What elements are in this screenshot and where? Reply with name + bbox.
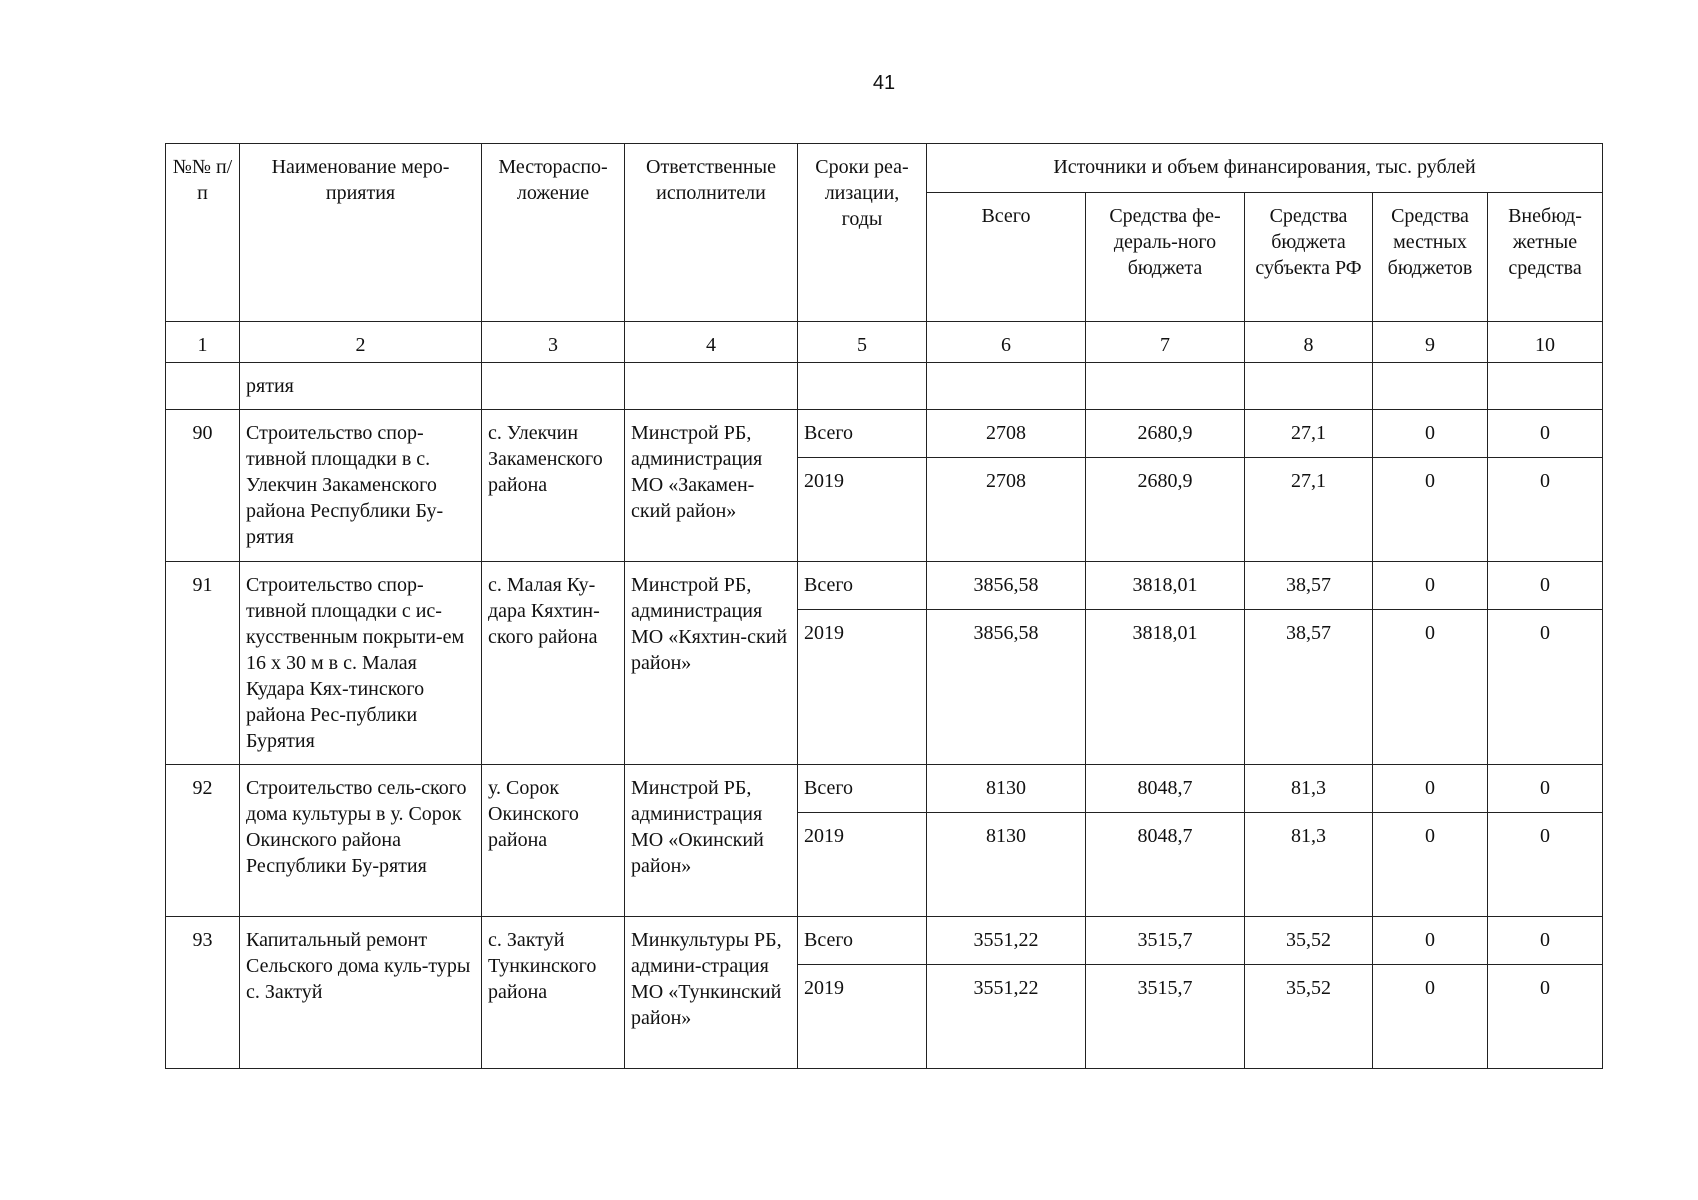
- row-federal: 3818,01: [1086, 562, 1245, 610]
- row-period: Всего: [798, 410, 927, 458]
- row-executors: Минстрой РБ, администрация МО «Окинский район»: [625, 765, 798, 917]
- header-number: №№ п/п: [166, 144, 240, 322]
- row-local: 0: [1373, 410, 1488, 458]
- row-federal: 2680,9: [1086, 458, 1245, 562]
- row-number: 91: [166, 562, 240, 765]
- row-location: с. Зактуй Тункинского района: [482, 917, 625, 1069]
- page-number: 41: [872, 72, 896, 94]
- table-cell: [1488, 363, 1603, 410]
- row-subject: 27,1: [1245, 458, 1373, 562]
- row-period: 2019: [798, 813, 927, 917]
- row-total: 8130: [927, 813, 1086, 917]
- row-name: Строительство сель-ского дома культуры в у. Сорок Окинского района Республики Бу-рятия: [240, 765, 482, 917]
- header-financing-group: Источники и объем финансирования, тыс. рублей: [927, 144, 1603, 193]
- row-extra: 0: [1488, 562, 1603, 610]
- header-subject: Средства бюджета субъекта РФ: [1245, 193, 1373, 322]
- column-number: 2: [240, 322, 482, 363]
- row-subject: 27,1: [1245, 410, 1373, 458]
- header-executors: Ответственные исполнители: [625, 144, 798, 322]
- continuation-text: рятия: [240, 363, 482, 410]
- row-location: с. Малая Ку-дара Кяхтин-ского района: [482, 562, 625, 765]
- table-cell: [482, 363, 625, 410]
- table-row: [166, 917, 1603, 965]
- row-total: 3551,22: [927, 917, 1086, 965]
- row-local: 0: [1373, 965, 1488, 1069]
- row-subject: 38,57: [1245, 562, 1373, 610]
- row-total: 3856,58: [927, 562, 1086, 610]
- row-local: 0: [1373, 562, 1488, 610]
- row-period: 2019: [798, 458, 927, 562]
- table-row: [166, 765, 1603, 813]
- financing-table: [165, 143, 1603, 1069]
- row-period: Всего: [798, 917, 927, 965]
- column-number: 7: [1086, 322, 1245, 363]
- row-number: 92: [166, 765, 240, 917]
- column-number: 8: [1245, 322, 1373, 363]
- table-cell: [625, 363, 798, 410]
- row-federal: 8048,7: [1086, 765, 1245, 813]
- header-location: Местораспо-ложение: [482, 144, 625, 322]
- row-location: у. Сорок Окинского района: [482, 765, 625, 917]
- header-total: Всего: [927, 193, 1086, 322]
- row-name: Строительство спор-тивной площадки с ис-кусственным покрыти-ем 16 х 30 м в с. Малая Кудара Кях-тинского района Рес-публики Бурятия: [240, 562, 482, 765]
- row-local: 0: [1373, 610, 1488, 765]
- row-extra: 0: [1488, 610, 1603, 765]
- table-cell: [1086, 363, 1245, 410]
- row-location: с. Улекчин Закаменского района: [482, 410, 625, 562]
- row-federal: 3515,7: [1086, 917, 1245, 965]
- row-period: 2019: [798, 965, 927, 1069]
- row-extra: 0: [1488, 965, 1603, 1069]
- row-subject: 81,3: [1245, 813, 1373, 917]
- column-number: 5: [798, 322, 927, 363]
- row-federal: 2680,9: [1086, 410, 1245, 458]
- row-extra: 0: [1488, 410, 1603, 458]
- table-cell: [166, 363, 240, 410]
- row-name: Строительство спор-тивной площадки в с. Улекчин Закаменского района Республики Бу-рятия: [240, 410, 482, 562]
- header-name: Наименование меро-приятия: [240, 144, 482, 322]
- column-numbers-row: [166, 322, 1603, 363]
- column-number: 10: [1488, 322, 1603, 363]
- header-extra: Внебюд-жетные средства: [1488, 193, 1603, 322]
- row-executors: Минстрой РБ, администрация МО «Кяхтин-ский район»: [625, 562, 798, 765]
- row-extra: 0: [1488, 917, 1603, 965]
- row-name: Капитальный ремонт Сельского дома куль-туры с. Зактуй: [240, 917, 482, 1069]
- row-number: 90: [166, 410, 240, 562]
- row-extra: 0: [1488, 765, 1603, 813]
- row-extra: 0: [1488, 813, 1603, 917]
- row-total: 3856,58: [927, 610, 1086, 765]
- row-local: 0: [1373, 813, 1488, 917]
- header-row-main: [166, 144, 1603, 193]
- row-federal: 8048,7: [1086, 813, 1245, 917]
- row-total: 2708: [927, 410, 1086, 458]
- row-subject: 38,57: [1245, 610, 1373, 765]
- row-subject: 35,52: [1245, 917, 1373, 965]
- header-period: Сроки реа-лизации, годы: [798, 144, 927, 322]
- header-local: Средства местных бюджетов: [1373, 193, 1488, 322]
- table-cell: [1245, 363, 1373, 410]
- column-number: 1: [166, 322, 240, 363]
- row-subject: 81,3: [1245, 765, 1373, 813]
- column-number: 9: [1373, 322, 1488, 363]
- row-subject: 35,52: [1245, 965, 1373, 1069]
- row-period: 2019: [798, 610, 927, 765]
- table-row: [166, 410, 1603, 458]
- column-number: 3: [482, 322, 625, 363]
- continuation-row: [166, 363, 1603, 410]
- row-executors: Минстрой РБ, администрация МО «Закамен-ский район»: [625, 410, 798, 562]
- table-cell: [798, 363, 927, 410]
- header-federal: Средства фе-дераль-ного бюджета: [1086, 193, 1245, 322]
- row-extra: 0: [1488, 458, 1603, 562]
- row-period: Всего: [798, 765, 927, 813]
- row-total: 2708: [927, 458, 1086, 562]
- row-local: 0: [1373, 917, 1488, 965]
- row-total: 3551,22: [927, 965, 1086, 1069]
- table-cell: [927, 363, 1086, 410]
- column-number: 4: [625, 322, 798, 363]
- table-row: [166, 562, 1603, 610]
- row-number: 93: [166, 917, 240, 1069]
- column-number: 6: [927, 322, 1086, 363]
- row-period: Всего: [798, 562, 927, 610]
- row-local: 0: [1373, 765, 1488, 813]
- table-cell: [1373, 363, 1488, 410]
- row-executors: Минкультуры РБ, админи-страция МО «Тункинский район»: [625, 917, 798, 1069]
- row-total: 8130: [927, 765, 1086, 813]
- row-federal: 3515,7: [1086, 965, 1245, 1069]
- row-local: 0: [1373, 458, 1488, 562]
- row-federal: 3818,01: [1086, 610, 1245, 765]
